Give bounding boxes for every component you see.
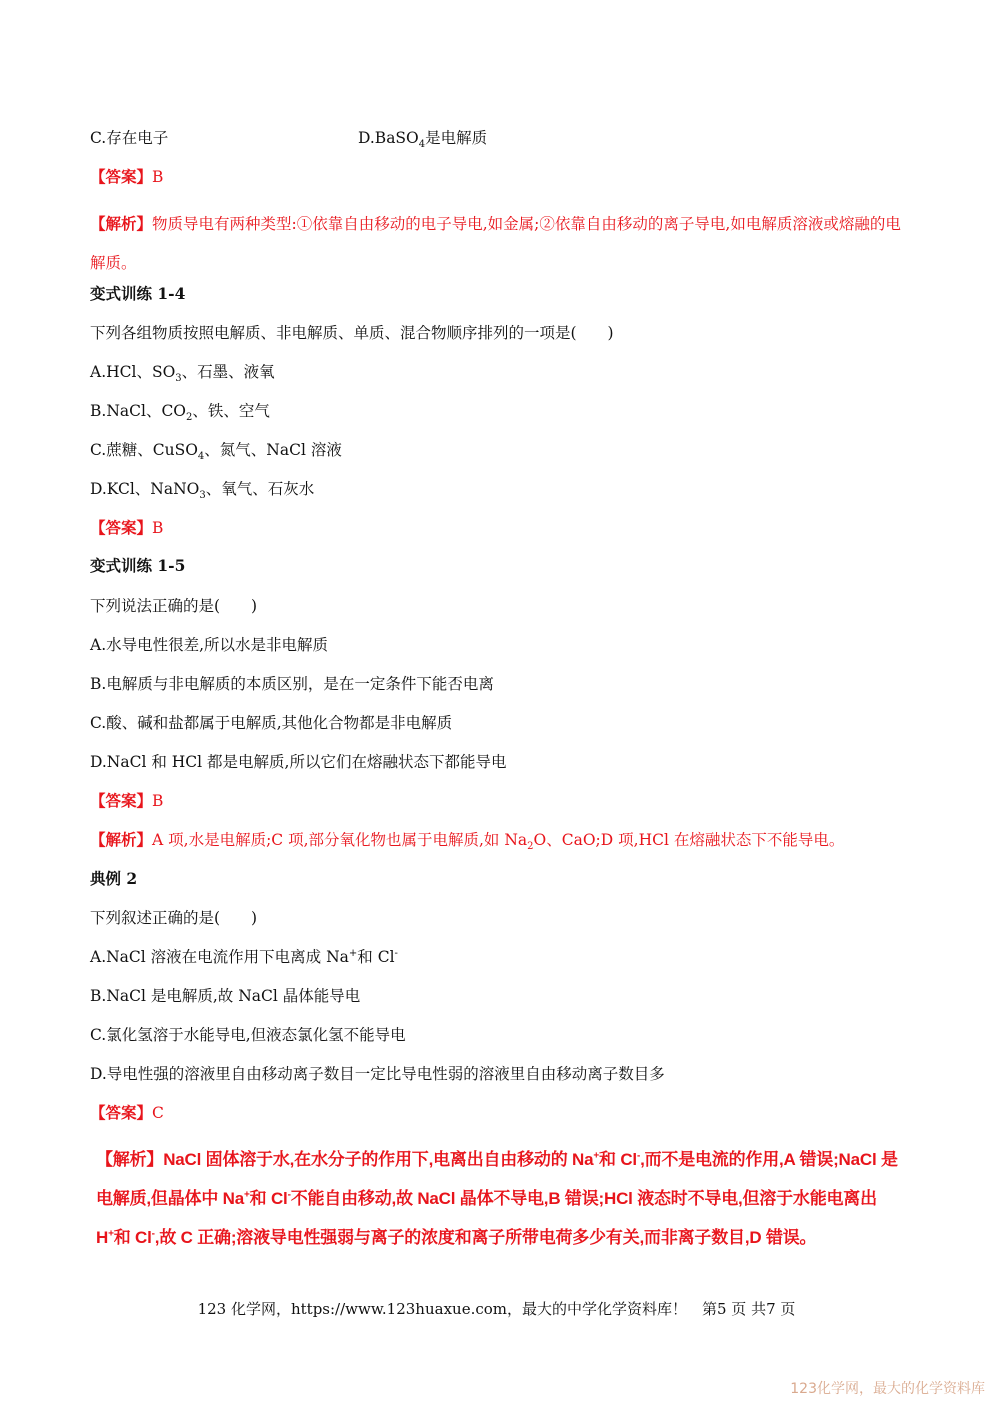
question-1-4-option-d — [90, 478, 910, 500]
option-c-suffix: 、氮气、NaCl 溶液 — [204, 441, 342, 459]
option-d-suffix: 、氧气、石灰水 — [205, 480, 315, 498]
analysis-text: 物质导电有两种类型:①依靠自由移动的电子导电,如金属;②依靠自由移动的离子导电,如电解质溶液或熔融的电解质。 — [90, 215, 901, 272]
analysis-text: 【解析】NaCl 固体溶于水,在水分子的作用下,电离出自由移动的 Na — [96, 1150, 594, 1169]
analysis-text: 和 Cl — [599, 1150, 637, 1169]
section-heading-1-5: 变式训练 1-5 — [90, 556, 186, 575]
question-1-5-option-d: D.NaCl 和 HCl 都是电解质,所以它们在熔融状态下都能导电 — [90, 753, 507, 771]
answer-1 — [90, 166, 910, 188]
question-1-4-option-b — [90, 400, 910, 422]
analysis-1 — [90, 204, 910, 283]
option-c-sub: 4 — [197, 451, 205, 463]
option-a-mid: 和 Cl — [357, 948, 395, 966]
option-line-c-d — [90, 127, 910, 149]
answer-value: B — [152, 519, 164, 537]
question-2-option-d: D.导电性强的溶液里自由移动离子数目一定比导电性弱的溶液里自由移动离子数目多 — [90, 1065, 665, 1083]
question-2-option-b: B.NaCl 是电解质,故 NaCl 晶体能导电 — [90, 987, 361, 1005]
analysis-text: 不能自由移动,故 NaCl 晶体不导电,B 错误;HCl 液态时不导电,但溶于水能电离出 H — [96, 1189, 877, 1247]
question-2-option-a — [90, 946, 910, 968]
analysis-tag: 【解析】 — [90, 214, 153, 233]
answer-value: B — [152, 168, 164, 186]
analysis-sup: - — [151, 1228, 155, 1240]
answer-value: B — [152, 792, 164, 810]
analysis-sup: + — [243, 1189, 250, 1201]
option-a-text: A.NaCl 溶液在电流作用下电离成 Na — [90, 948, 349, 966]
option-c-text: C.蔗糖、CuSO — [90, 441, 198, 459]
question-1-5-option-c: C.酸、碱和盐都属于电解质,其他化合物都是非电解质 — [90, 714, 453, 732]
option-d — [358, 127, 487, 149]
analysis-sup: + — [108, 1228, 114, 1240]
option-d-sub: 3 — [199, 490, 206, 502]
option-d-sub: 4 — [418, 139, 426, 151]
option-a-sup: - — [394, 947, 398, 959]
question-2: 下列叙述正确的是( ) — [90, 909, 258, 927]
answer-tag: 【答案】 — [90, 167, 153, 186]
page-footer: 123 化学网，https://www.123huaxue.com，最大的中学化学资料库！ 第5 页 共7 页 — [197, 1300, 796, 1318]
section-heading-1-4: 变式训练 1-4 — [90, 284, 186, 303]
analysis-text: ,故 C 正确;溶液导电性强弱与离子的浓度和离子所带电荷多少有关,而非离子数目,D 错误。 — [154, 1228, 817, 1247]
site-watermark: 123化学网，最大的化学资料库 — [790, 1381, 985, 1397]
analysis-text: 和 Cl — [113, 1228, 152, 1247]
question-1-4-option-a — [90, 361, 910, 383]
analysis-text: 和 Cl — [249, 1189, 288, 1208]
analysis-sup: - — [287, 1189, 291, 1201]
option-b-sub: 2 — [186, 412, 193, 424]
option-d-text: D.KCl、NaNO — [90, 480, 200, 498]
option-a-sub: 3 — [175, 373, 182, 385]
answer-1-4 — [90, 517, 910, 539]
analysis-text: A 项,水是电解质;C 项,部分氧化物也属于电解质,如 Na — [152, 831, 528, 849]
analysis-sup: + — [593, 1150, 599, 1162]
option-d-text: D.BaSO — [358, 129, 419, 147]
question-1-5-option-a: A.水导电性很差,所以水是非电解质 — [90, 636, 329, 654]
option-b-suffix: 、铁、空气 — [192, 402, 270, 420]
answer-tag: 【答案】 — [90, 1103, 153, 1122]
analysis-sup: - — [636, 1150, 641, 1162]
answer-tag: 【答案】 — [90, 518, 153, 537]
answer-1-5 — [90, 790, 910, 812]
answer-2 — [90, 1102, 910, 1124]
question-1-5: 下列说法正确的是( ) — [90, 597, 258, 615]
option-b-text: B.NaCl、CO — [90, 402, 187, 420]
question-1-5-option-b: B.电解质与非电解质的本质区别，是在一定条件下能否电离 — [90, 675, 494, 693]
question-1-4-option-c — [90, 439, 910, 461]
option-a-text: A.HCl、SO — [90, 363, 176, 381]
question-2-option-c: C.氯化氢溶于水能导电,但液态氯化氢不能导电 — [90, 1026, 406, 1044]
answer-value: C — [152, 1104, 164, 1122]
option-a-suffix: 、石墨、液氧 — [181, 363, 275, 381]
analysis-text: ,而不是电流的作用,A 错误;NaCl 是电解质,但晶体中 Na — [96, 1150, 898, 1208]
analysis-2 — [96, 1140, 914, 1257]
option-a-sup: + — [348, 947, 358, 959]
analysis-sub: 2 — [527, 841, 534, 853]
option-c: C.存在电子 — [90, 129, 169, 147]
option-d-suffix: 是电解质 — [425, 129, 488, 147]
section-heading-example-2: 典例 2 — [90, 869, 138, 888]
analysis-tag: 【解析】 — [90, 830, 153, 849]
analysis-1-5 — [90, 829, 910, 851]
answer-tag: 【答案】 — [90, 791, 153, 810]
analysis-suffix: O、CaO;D 项,HCl 在熔融状态下不能导电。 — [533, 831, 845, 849]
question-1-4: 下列各组物质按照电解质、非电解质、单质、混合物顺序排列的一项是( ) — [90, 324, 614, 342]
